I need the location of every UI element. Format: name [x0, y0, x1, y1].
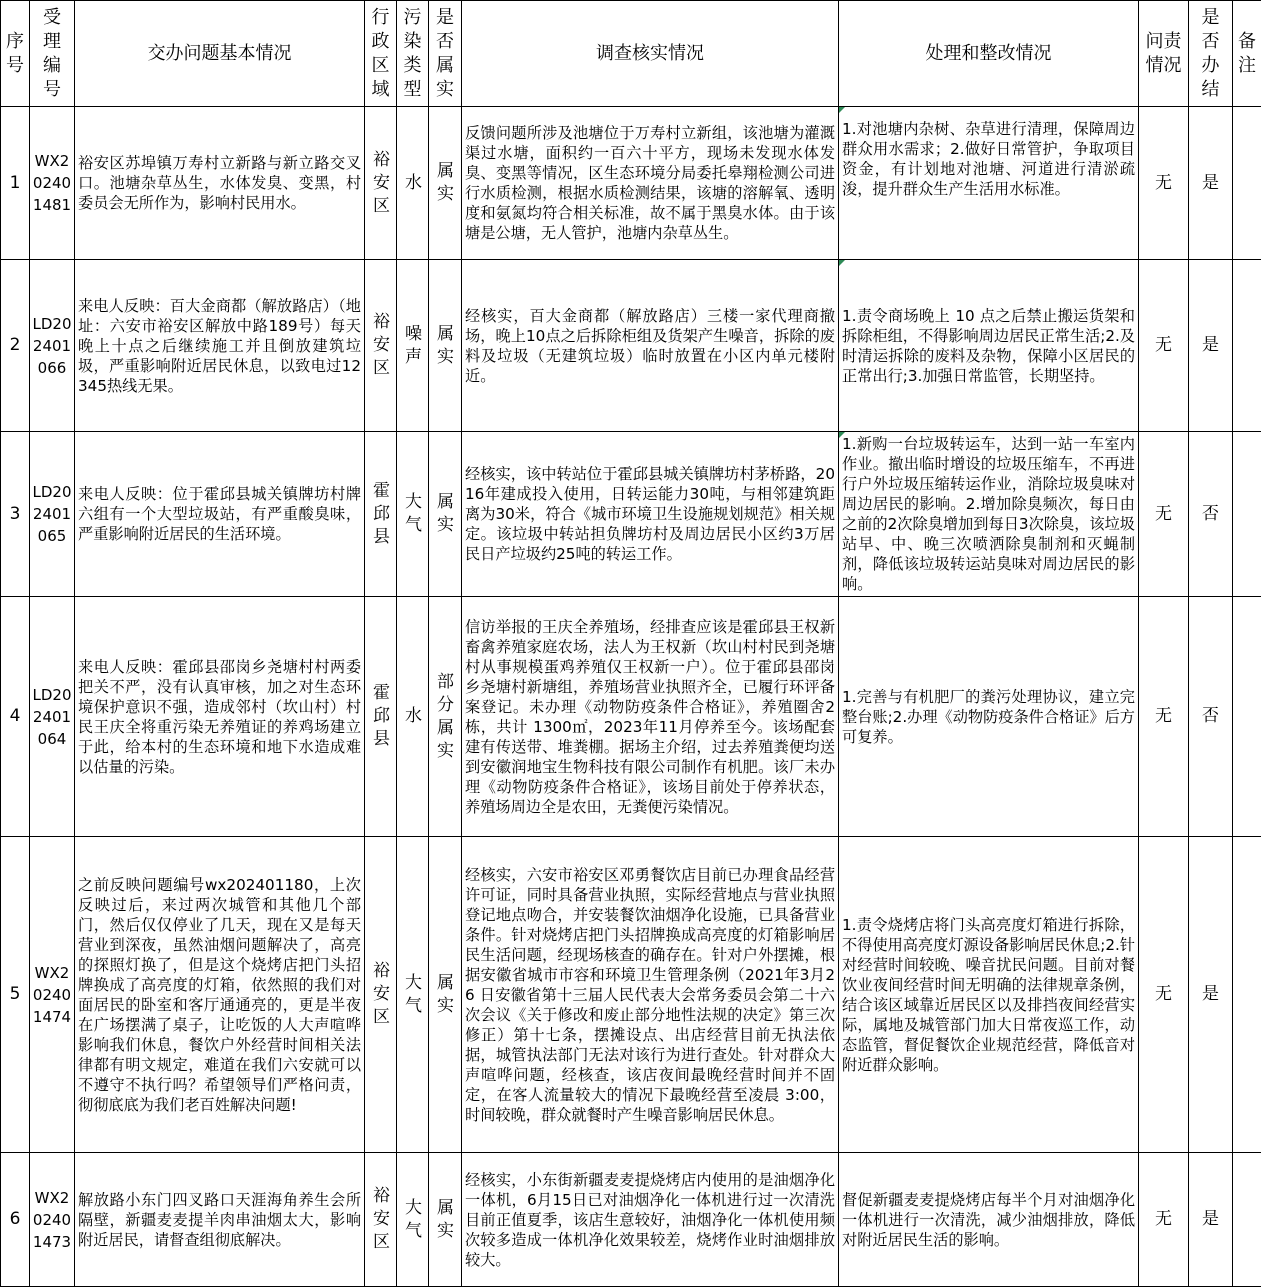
cell-investigation: 经核实，小东街新疆麦麦提烧烤店内使用的是油烟净化一体机，6月15日已对油烟净化一体机进行过一次清洗目前正值夏季，该店生意较好，油烟净化一体机使用频次较多造成一体机净化效果较差，烧烤作业时油烟排放较大。	[462, 1153, 839, 1287]
cell-verified: 属实	[429, 260, 462, 432]
cell-basic: 裕安区苏埠镇万寿村立新路与新立路交叉口。池塘杂草丛生，水体发臭、变黑，村委员会无所作为，影响村民用水。	[75, 107, 365, 260]
cell-accountability: 无	[1139, 1153, 1189, 1287]
cell-accountability: 无	[1139, 597, 1189, 837]
table-row	[1, 837, 1261, 1153]
cell-investigation: 经核实，百大金商都（解放路店）三楼一家代理商撤场，晚上10点之后拆除柜组及货架产生噪音，拆除的废料及垃圾（无建筑垃圾）临时放置在小区内单元楼附近。	[462, 260, 839, 432]
cell-closed: 否	[1189, 432, 1233, 597]
cell-remarks	[1233, 107, 1261, 260]
cell-region: 霍邱县	[365, 432, 397, 597]
cell-id: WX202401474	[30, 837, 75, 1153]
cell-closed: 是	[1189, 260, 1233, 432]
cell-remarks	[1233, 432, 1261, 597]
header-handling: 处理和整改情况	[839, 1, 1139, 107]
cell-seq: 2	[1, 260, 30, 432]
cell-verified: 属实	[429, 107, 462, 260]
cell-pollution: 水	[397, 107, 429, 260]
header-basic: 交办问题基本情况	[75, 1, 365, 107]
cell-region: 裕安区	[365, 837, 397, 1153]
cell-pollution: 水	[397, 597, 429, 837]
header-investigation: 调查核实情况	[462, 1, 839, 107]
cell-verified: 部分属实	[429, 597, 462, 837]
cell-id: LD202401066	[30, 260, 75, 432]
cell-id: LD202401065	[30, 432, 75, 597]
cell-basic: 之前反映问题编号wx202401180，上次反映过后，来过两次城管和其他几个部门，然后仅仅停业了几天，现在又是每天营业到深夜，虽然油烟问题解决了，高亮的探照灯换了，但是这个烧烤店把门头招牌换成了高亮度的灯箱，依然照的我们对面居民的卧室和客厅通通亮的，更是半夜在广场摆满了桌子，让吃饭的人大声喧哗影响我们休息，餐饮户外经营时间相关法律都有明文规定，难道在我们六安就可以不遵守不执行吗？希望领导们严格问责，彻彻底底为我们老百姓解决问题!	[75, 837, 365, 1153]
cell-remarks	[1233, 1153, 1261, 1287]
cell-verified: 属实	[429, 837, 462, 1153]
cell-seq: 6	[1, 1153, 30, 1287]
header-remarks: 备注	[1233, 1, 1261, 107]
cell-pollution: 大气	[397, 837, 429, 1153]
table-row	[1, 1153, 1261, 1287]
cell-closed: 是	[1189, 1153, 1233, 1287]
header-closed: 是否办结	[1189, 1, 1233, 107]
cell-closed: 否	[1189, 597, 1233, 837]
header-pollution: 污染类型	[397, 1, 429, 107]
cell-region: 裕安区	[365, 1153, 397, 1287]
cell-seq: 5	[1, 837, 30, 1153]
cell-basic: 来电人反映：百大金商都（解放路店）（地址：六安市裕安区解放中路189号）每天晚上十点之后继续施工并且倒放建筑垃圾，严重影响附近居民休息，以致电过12345热线无果。	[75, 260, 365, 432]
cell-investigation: 信访举报的王庆全养殖场，经排查应该是霍邱县王权新畜禽养殖家庭农场，法人为王权新（坎山村村民到尧塘村从事规模蛋鸡养殖仅王权新一户）。位于霍邱县邵岗乡尧塘村新塘组，养殖场营业执照齐全，已履行环评备案登记。未办理《动物防疫条件合格证》，养殖圈舍2栋，共计 1300㎡，2023年11月停养至今。该场配套建有传送带、堆粪棚。据场主介绍，过去养殖粪便均送到安徽润地宝生物科技有限公司制作有机肥。该厂未办理《动物防疫条件合格证》，该场目前处于停养状态，养殖场周边全是农田，无粪便污染情况。	[462, 597, 839, 837]
cell-handling: 1.责令烧烤店将门头高亮度灯箱进行拆除，不得使用高亮度灯源设备影响居民休息;2.针对经营时间较晚、噪音扰民问题。目前对餐饮业夜间经营时间无明确的法律规章条例，结合该区域靠近居民区以及排挡夜间经营实际，属地及城管部门加大日常夜巡工作，动态监管，督促餐饮企业规范经营，降低音对附近群众影响。	[839, 837, 1139, 1153]
cell-remarks	[1233, 597, 1261, 837]
cell-basic: 解放路小东门四叉路口天涯海角养生会所隔壁，新疆麦麦提羊肉串油烟太大，影响附近居民，请督查组彻底解决。	[75, 1153, 365, 1287]
cell-seq: 4	[1, 597, 30, 837]
table-row	[1, 107, 1261, 260]
cell-region: 裕安区	[365, 260, 397, 432]
cell-id: WX202401481	[30, 107, 75, 260]
cell-investigation: 经核实，该中转站位于霍邱县城关镇牌坊村茅桥路，2016年建成投入使用，日转运能力30吨，与相邻建筑距离为30米，符合《城市环境卫生设施规划规范》相关规定。该垃圾中转站担负牌坊村及周边居民小区约3万居民日产垃圾约25吨的转运工作。	[462, 432, 839, 597]
table-row	[1, 597, 1261, 837]
cell-remarks	[1233, 837, 1261, 1153]
cell-pollution: 噪声	[397, 260, 429, 432]
cell-basic: 来电人反映：位于霍邱县城关镇牌坊村牌六组有一个大型垃圾站，有严重酸臭味，严重影响附近居民的生活环境。	[75, 432, 365, 597]
cell-verified: 属实	[429, 432, 462, 597]
cell-id: LD202401064	[30, 597, 75, 837]
cell-handling: 督促新疆麦麦提烧烤店每半个月对油烟净化一体机进行一次清洗，减少油烟排放，降低对附近居民生活的影响。	[839, 1153, 1139, 1287]
header-region: 行政区域	[365, 1, 397, 107]
cell-handling: 1.责令商场晚上 10 点之后禁止搬运货架和拆除柜组，不得影响周边居民正常生活;2.及时清运拆除的废料及杂物，保障小区居民的正常出行;3.加强日常监管，长期坚持。	[839, 260, 1139, 432]
cell-accountability: 无	[1139, 432, 1189, 597]
cell-handling: 1.对池塘内杂树、杂草进行清理，保障周边群众用水需求；2.做好日常管护，争取项目资金，有计划地对池塘、河道进行清淤疏浚，提升群众生产生活用水标准。	[839, 107, 1139, 260]
cell-closed: 是	[1189, 837, 1233, 1153]
header-verified: 是否属实	[429, 1, 462, 107]
cell-handling: 1.新购一台垃圾转运车，达到一站一车室内作业。撤出临时增设的垃圾压缩车，不再进行户外垃圾压缩转运作业，消除垃圾臭味对周边居民的影响。2.增加除臭频次，每日由之前的2次除臭增加到每日3次除臭，该垃圾站早、中、晚三次喷洒除臭制剂和灭蝇制剂，降低该垃圾转运站臭味对周边居民的影响。	[839, 432, 1139, 597]
cell-verified: 属实	[429, 1153, 462, 1287]
cell-investigation: 经核实，六安市裕安区邓勇餐饮店目前已办理食品经营许可证，同时具备营业执照，实际经营地点与营业执照登记地点吻合，并安装餐饮油烟净化设施，已具备营业条件。针对烧烤店把门头招牌换成高亮度的灯箱影响居民生活问题，经现场核查的确存在。针对户外摆摊，根据安徽省城市市容和环境卫生管理条例（2021年3月26 日安徽省第十三届人民代表大会常务委员会第二十六次会议《关于修改和废止部分地性法规的决定》第三次修正）第十七条，摆摊设点、出店经营目前无执法依据，城管执法部门无法对该行为进行查处。针对群众大声喧哗问题，经核查，该店夜间最晚经营时间并不固定，在客人流量较大的情况下最晚经营至凌晨 3:00，时间较晚，群众就餐时产生噪音影响居民休息。	[462, 837, 839, 1153]
header-seq: 序号	[1, 1, 30, 107]
cell-pollution: 大气	[397, 1153, 429, 1287]
cell-region: 霍邱县	[365, 597, 397, 837]
cell-handling: 1.完善与有机肥厂的粪污处理协议，建立完整台账;2.办理《动物防疫条件合格证》后方可复养。	[839, 597, 1139, 837]
cell-investigation: 反馈问题所涉及池塘位于万寿村立新组，该池塘为灌溉渠过水塘，面积约一百六十平方，现场未发现水体发臭、变黑等情况，区生态环境分局委托皋翔检测公司进行水质检测，根据水质检测结果，该塘的溶解氧、透明度和氨氮均符合相关标准，故不属于黑臭水体。由于该塘是公塘，无人管护，池塘内杂草丛生。	[462, 107, 839, 260]
cell-remarks	[1233, 260, 1261, 432]
header-accountability: 问责情况	[1139, 1, 1189, 107]
cell-basic: 来电人反映：霍邱县邵岗乡尧塘村村两委把关不严，没有认真审核，加之对生态环境保护意识不强，造成邻村（坎山村）村民王庆全将重污染无养殖证的养鸡场建立于此，给本村的生态环境和地下水造成难以估量的污染。	[75, 597, 365, 837]
cell-pollution: 大气	[397, 432, 429, 597]
cell-seq: 1	[1, 107, 30, 260]
cell-id: WX202401473	[30, 1153, 75, 1287]
table-row	[1, 432, 1261, 597]
table-row	[1, 260, 1261, 432]
header-row	[1, 1, 1261, 107]
cell-seq: 3	[1, 432, 30, 597]
cell-accountability: 无	[1139, 107, 1189, 260]
cell-region: 裕安区	[365, 107, 397, 260]
cell-closed: 是	[1189, 107, 1233, 260]
cell-accountability: 无	[1139, 837, 1189, 1153]
header-id: 受理编号	[30, 1, 75, 107]
cell-accountability: 无	[1139, 260, 1189, 432]
